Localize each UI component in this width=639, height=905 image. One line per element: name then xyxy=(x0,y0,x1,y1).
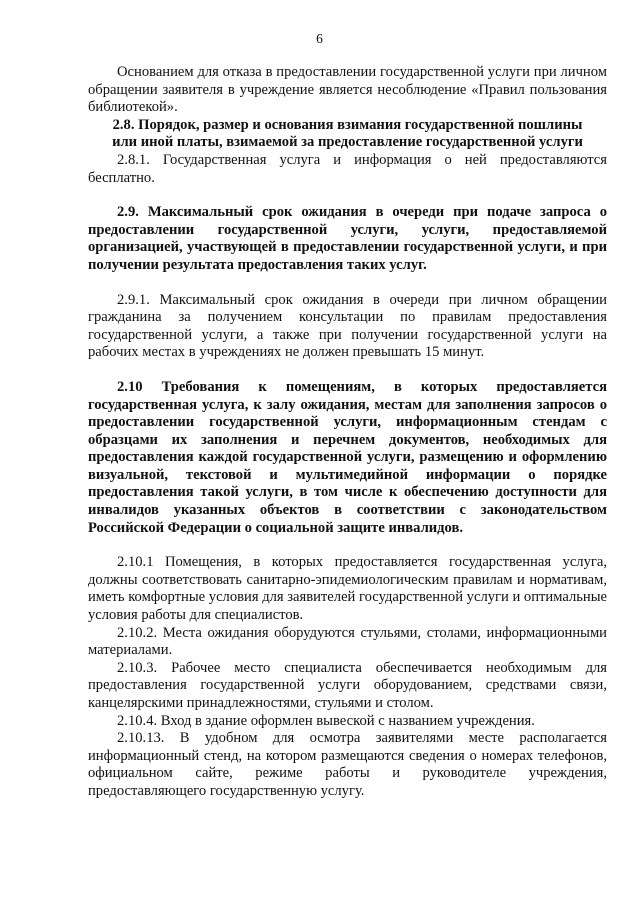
paragraph-2-8-1: 2.8.1. Государственная услуга и информация о ней предоставляются бесплатно. xyxy=(88,151,607,186)
document-body xyxy=(88,64,607,801)
paragraph-2-10-1: 2.10.1 Помещения, в которых предоставляется государственная услуга, должны соответствовать санитарно-эпидемиологическим правилам и нормативам, иметь комфортные условия для заявителей государственной услуги и оптимальные условия работы для специалистов. xyxy=(88,554,607,624)
paragraph-2-10-3: 2.10.3. Рабочее место специалиста обеспечивается необходимым для предоставления государственной услуги оборудованием, средствами связи, канцелярскими принадлежностями, стульями и столом. xyxy=(88,659,607,711)
heading-2-8: 2.8. Порядок, размер и основания взимания государственной пошлины или иной платы, взимаемой за предоставление государственной услуги xyxy=(112,116,583,151)
heading-2-9: 2.9. Максимальный срок ожидания в очереди при подаче запроса о предоставлении государственной услуги, услуги, предоставляемой организацией, участвующей в предоставлении государственной услуги, и при получении результата предоставления таких услуг. xyxy=(88,204,607,273)
heading-2-10: 2.10 Требования к помещениям, в которых предоставляется государственная услуга, к залу ожидания, местам для заполнения запросов о предоставлении государственной услуги, информационным стендам с образцами их заполнения и перечнем документов, необходимых для предоставления каждой государственной услуги, размещению и оформлению визуальной, текстовой и мультимедийной информации о порядке предоставления такой услуги, в том числе к обеспечению доступности для инвалидов указанных объектов в соответствии с законодательством Российской Федерации о социальной защите инвалидов. xyxy=(88,378,607,536)
paragraph-2-10-4: 2.10.4. Вход в здание оформлен вывеской с названием учреждения. xyxy=(117,712,535,729)
page-number: 6 xyxy=(316,31,323,46)
paragraph-2-10-2: 2.10.2. Места ожидания оборудуются стульями, столами, информационными материалами. xyxy=(88,624,607,659)
paragraph-2-9-1: 2.9.1. Максимальный срок ожидания в очереди при личном обращении гражданина за получением консультации по правилам предоставления государственной услуги, а также при получении государственной услуги на рабочих местах в учреждениях не должен превышать 15 минут. xyxy=(88,291,607,361)
paragraph-refusal-grounds: Основанием для отказа в предоставлении государственной услуги при личном обращении заявителя в учреждение является несоблюдение «Правил пользования библиотекой». xyxy=(88,64,607,116)
paragraph-2-10-13: 2.10.13. В удобном для осмотра заявителями месте располагается информационный стенд, на котором размещаются сведения о номерах телефонов, официальном сайте, режиме работы и руководителе учреждения, предоставляющего государственную услугу. xyxy=(88,730,607,799)
